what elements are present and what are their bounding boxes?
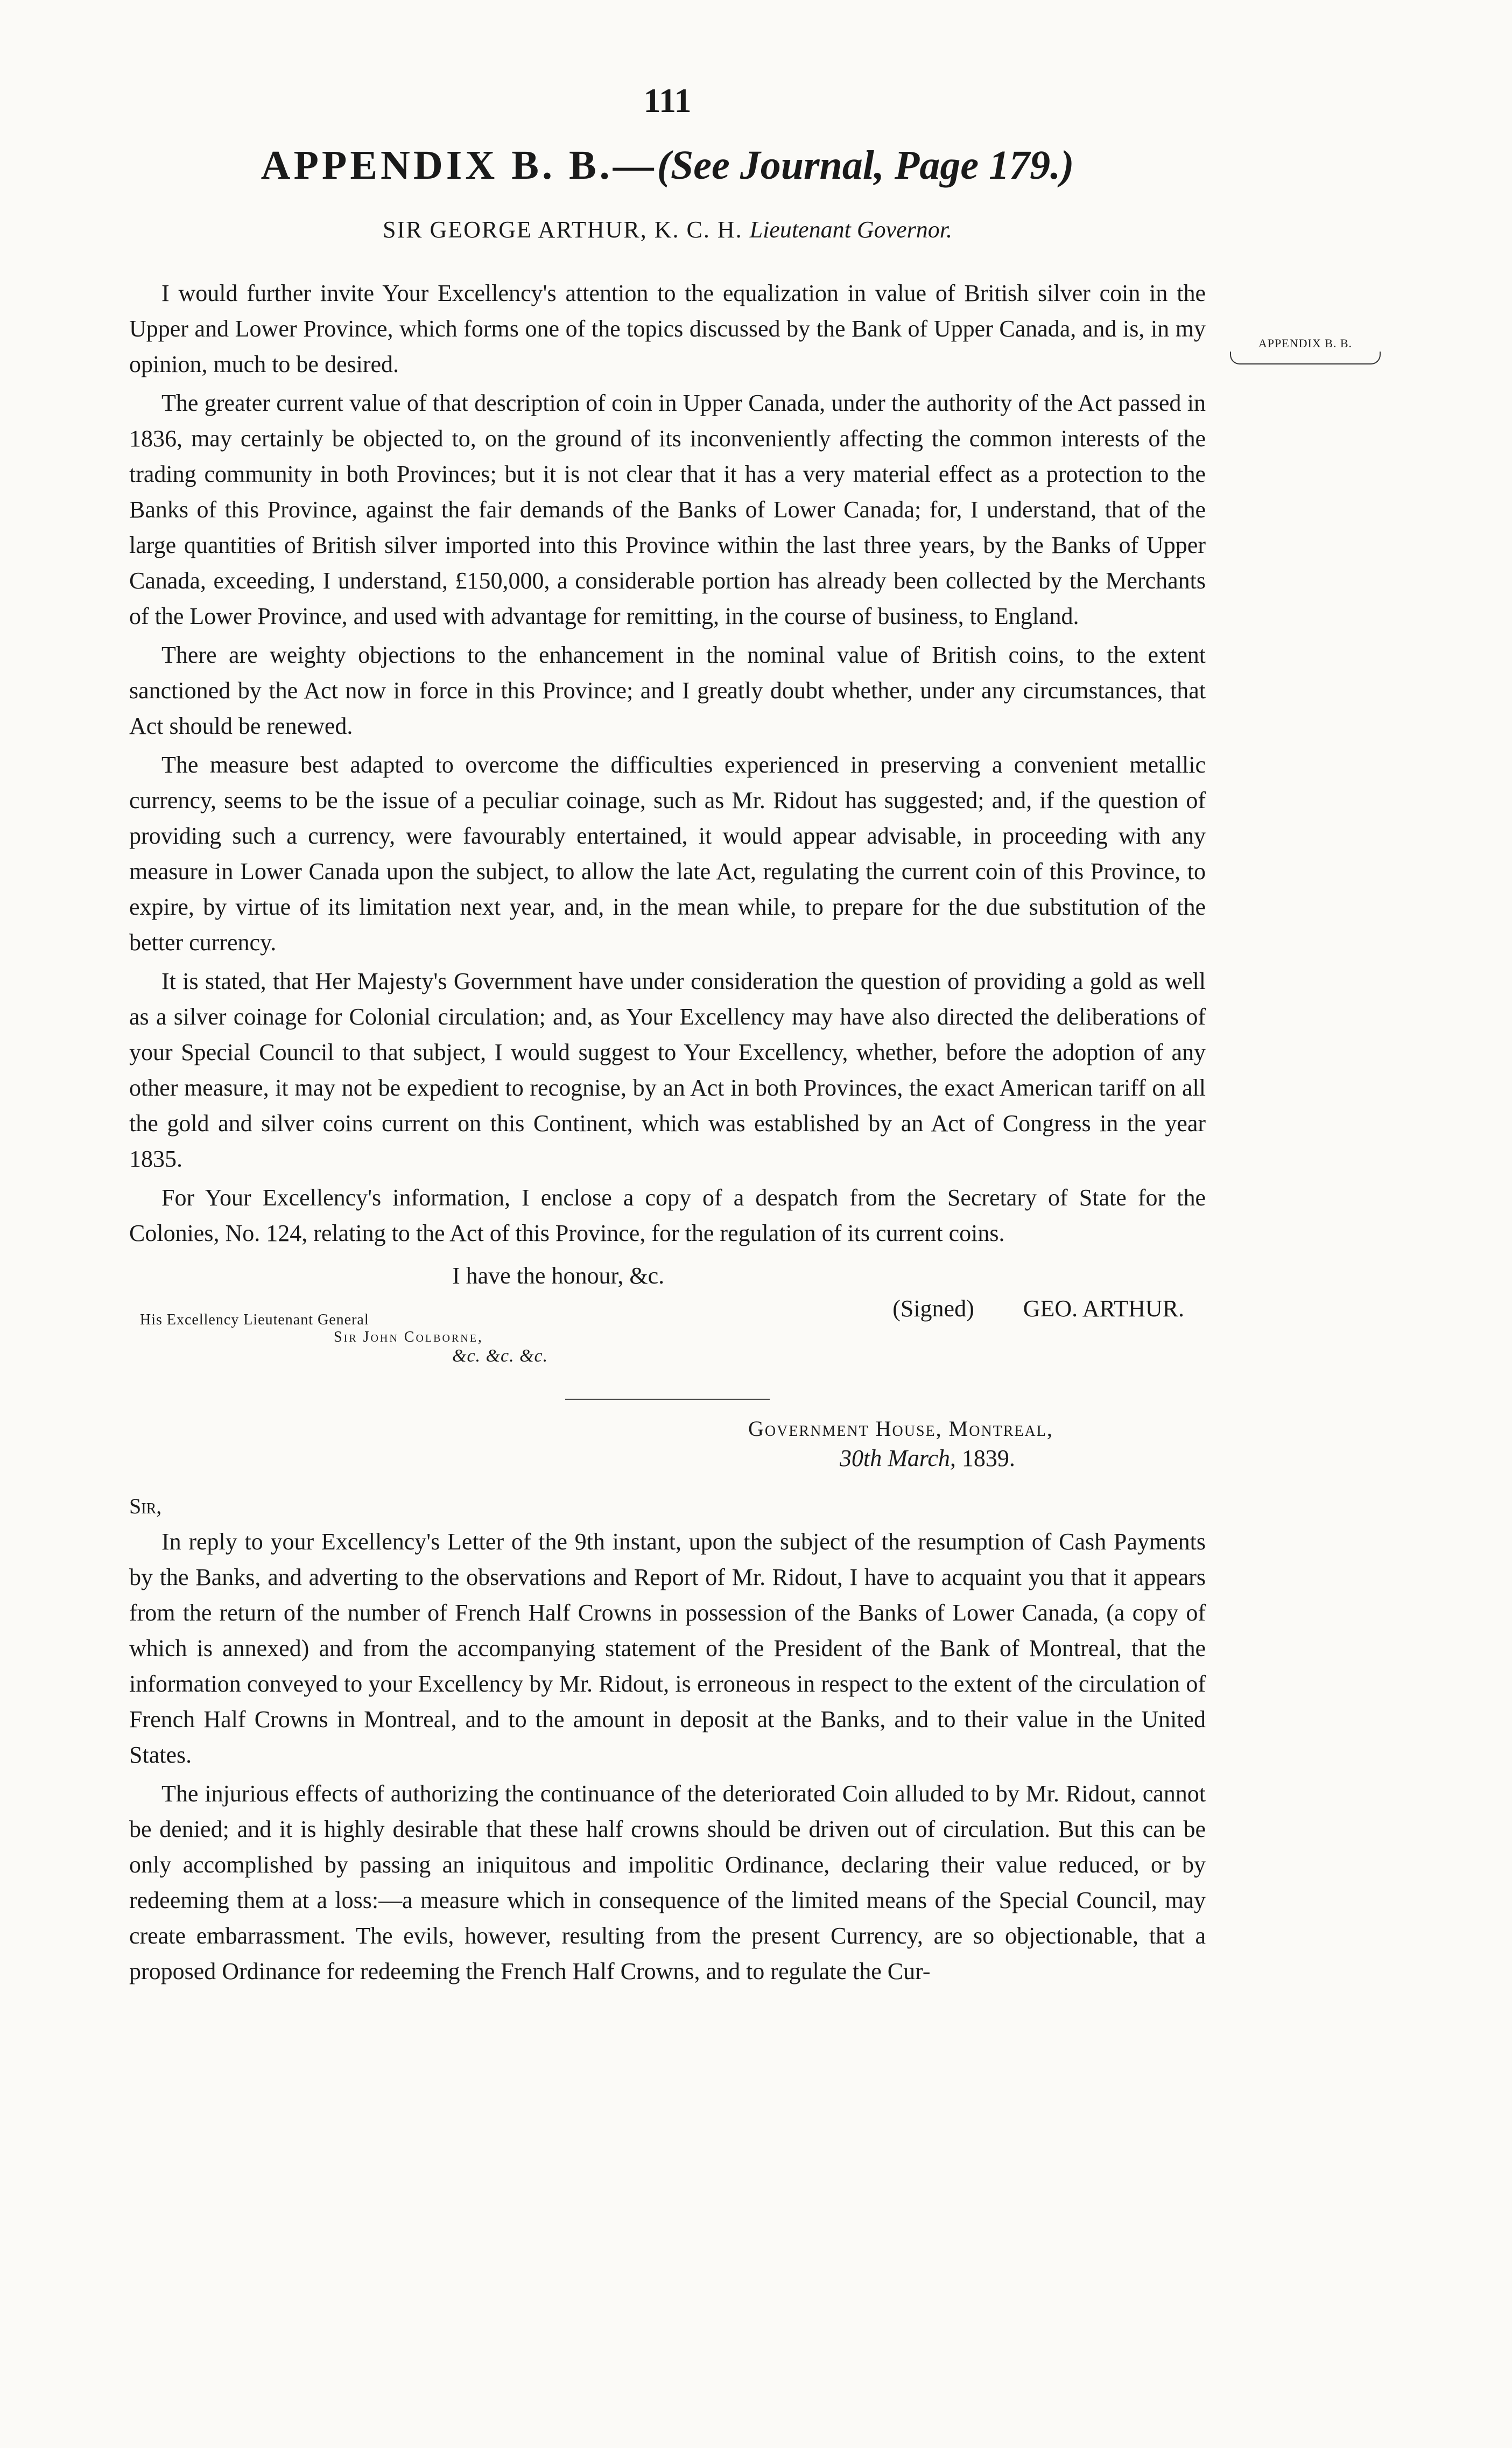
recipient-line-3: &c. &c. &c. <box>452 1346 548 1366</box>
margin-note-label: APPENDIX B. B. <box>1258 336 1353 350</box>
salutation: Sir, <box>129 1494 162 1518</box>
appendix-title <box>129 142 1206 189</box>
paragraph-6: For Your Excellency's information, I enclose a copy of a despatch from the Secretary of State for the Colonies, No. 124, relating to the Act of this Province, for the regulation of its current coins. <box>129 1184 1206 1246</box>
paragraph-3: There are weighty objections to the enhancement in the nominal value of British coins, to the extent sanctioned by the Act now in force in this Province; and I greatly doubt whether, under any circumstances, that Act should be renewed. <box>129 642 1206 739</box>
date-year: 1839. <box>961 1445 1015 1471</box>
paragraph-2: The greater current value of that description of coin in Upper Canada, under the authority of the Act passed in 1836, may certainly be objected to, on the ground of its inconveniently affecting the common interests of the trading community in both Provinces; but it is not clear that it has a very material effect as a protection to the Banks of this Province, against the fair demands of the Banks of Lower Canada; for, I understand, that of the large quantities of British silver imported into this Province within the last three years, by the Banks of Upper Canada, exceeding, I understand, £150,000, a considerable portion has already been collected by the Merchants of the Lower Province, and used with advantage for remitting, in the course of business, to England. <box>129 390 1206 629</box>
page-number: 111 <box>643 81 692 120</box>
brace-icon <box>1230 352 1381 364</box>
dateline-date <box>840 1444 1206 1472</box>
margin-note <box>1230 336 1381 364</box>
author-role: Lieutenant Governor. <box>749 216 953 243</box>
recipient-line-2: Sir John Colborne, <box>334 1329 483 1345</box>
paragraph-1: I would further invite Your Excellency's attention to the equalization in value of British silver coin in the Upper and Lower Province, which forms one of the topics discussed by the Bank of Upper Canada, and is, in my opinion, much to be desired. <box>129 280 1206 377</box>
date-day: 30th <box>840 1445 882 1471</box>
journal-reference: (See Journal, Page 179.) <box>657 143 1074 188</box>
dateline-place: Government House, Montreal, <box>748 1416 1053 1441</box>
signature: GEO. ARTHUR. <box>1023 1295 1184 1322</box>
paragraph-5: It is stated, that Her Majesty's Government have under consideration the question of providing a gold as well as a silver coinage for Colonial circulation; and, as Your Excellency may have also directed the deliberations of your Special Council to that subject, I would suggest to Your Excellency, whether, before the adoption of any other measure, it may not be expedient to recognise, by an Act in both Provinces, the exact American tariff on all the gold and silver coins current on this Continent, which was established by an Act of Congress in the year 1835. <box>129 968 1206 1172</box>
appendix-label: APPENDIX B. B.— <box>261 143 657 188</box>
author-line <box>129 216 1206 243</box>
letter-paragraph-2: The injurious effects of authorizing the continuance of the deteriorated Coin alluded to by Mr. Ridout, cannot be denied; and it is highly desirable that these half crowns should be driven out of circulation. But this can be only accomplished by passing an iniquitous and impolitic Ordinance, declaring their value reduced, or by redeeming them at a loss:—a measure which in consequence of the limited means of the Special Council, may create embarrassment. The evils, however, resulting from the present Currency, are so objectionable, that a proposed Ordinance for redeeming the French Half Crowns, and to regulate the Cur- <box>129 1780 1206 1984</box>
recipient-line-1: His Excellency Lieutenant General <box>140 1311 369 1328</box>
closing: I have the honour, &c. <box>452 1262 665 1289</box>
letter-paragraph-1: In reply to your Excellency's Letter of the 9th instant, upon the subject of the resumption of Cash Payments by the Banks, and adverting to the observations and Report of Mr. Ridout, I have to acquaint you that it appears from the return of the number of French Half Crowns in possession of the Banks of Lower Canada, (a copy of which is annexed) and from the accompanying statement of the President of the Bank of Montreal, that the information conveyed to your Excellency by Mr. Ridout, is erroneous in respect to the extent of the circulation of French Half Crowns in Montreal, and to the amount in deposit at the Banks, and to their value in the United States. <box>129 1528 1206 1768</box>
signed-label: (Signed) <box>892 1295 974 1322</box>
paragraph-4: The measure best adapted to overcome the difficulties experienced in preserving a convenient metallic currency, seems to be the issue of a peculiar coinage, such as Mr. Ridout has suggested; and, if the question of providing such a currency, were favourably entertained, it would appear advisable, in proceeding with any measure in Lower Canada upon the subject, to allow the late Act, regulating the current coin of this Province, to expire, by virtue of its limitation next year, and, in the mean while, to prepare for the due substitution of the better currency. <box>129 752 1206 956</box>
date-month: March, <box>888 1445 956 1471</box>
author-name: SIR GEORGE ARTHUR, K. C. H. <box>382 216 743 243</box>
document-page <box>129 81 1206 1993</box>
section-divider <box>565 1399 770 1400</box>
